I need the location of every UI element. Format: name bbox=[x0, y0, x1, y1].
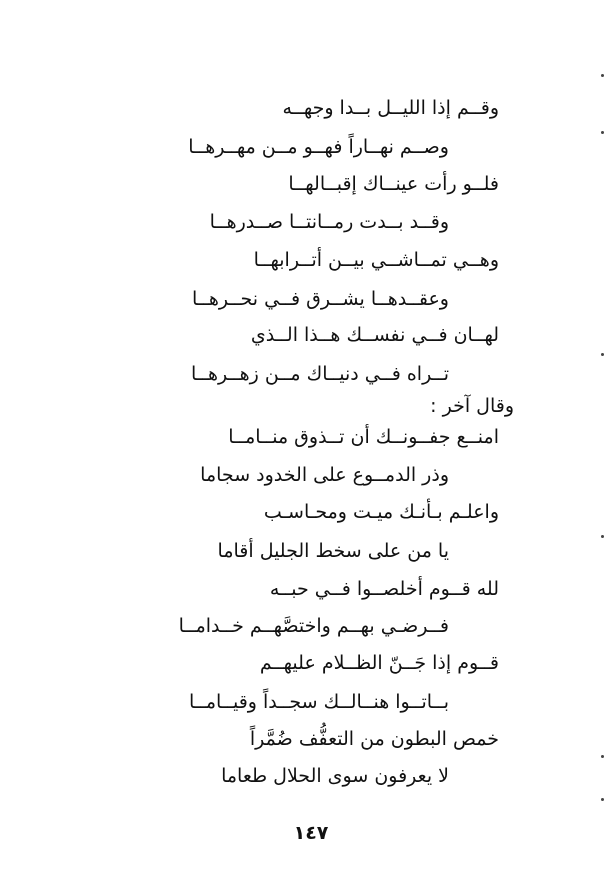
poem-line: وذر الدمــوع على الخدود سجاما bbox=[200, 464, 449, 486]
poem-line: فلــو رأت عينــاك إقبــالهــا bbox=[288, 173, 499, 195]
poem-line: تــراه فــي دنيــاك مــن زهــرهــا bbox=[191, 363, 449, 385]
poem-line: لا يعرفون سوى الحلال طعاما bbox=[221, 765, 449, 787]
poem-line: وعقــدهــا يشــرق فــي نحــرهــا bbox=[191, 288, 449, 310]
poem-line: وقــم إذا الليــل بــدا وجهــه bbox=[282, 97, 499, 119]
poem-line: وقــد بــدت رمــانتــا صــدرهــا bbox=[209, 211, 449, 233]
section-heading: وقال آخر : bbox=[430, 395, 514, 417]
poem-line: وهــي تمــاشــي بيــن أتــرابهــا bbox=[253, 249, 499, 271]
poem-line: امنــع جفــونــك أن تــذوق منــامــا bbox=[228, 426, 499, 448]
poem-line: وصــم نهــاراً فهــو مــن مهــرهــا bbox=[188, 136, 449, 158]
margin-mark bbox=[601, 74, 604, 77]
poem-line: فــرضـي بهــم واختصَّهــم خــدامــا bbox=[178, 615, 449, 637]
poem-line: قــوم إذا جَــنّ الظــلام عليهــم bbox=[259, 652, 499, 674]
poem-line: يا من على سخط الجليل أقاما bbox=[217, 540, 449, 562]
poem-line: لهــان فــي نفســك هــذا الــذي bbox=[250, 324, 499, 346]
poem-line: واعلـم بـأنـك ميـت ومحـاسـب bbox=[263, 501, 499, 523]
margin-mark bbox=[601, 353, 604, 356]
margin-mark bbox=[601, 798, 604, 801]
poem-line: خمص البطون من التعفُّف ضُمَّراً bbox=[249, 728, 499, 750]
poem-line: لله قــوم أخلصــوا فــي حبــه bbox=[269, 578, 499, 600]
page-number: ١٤٧ bbox=[293, 822, 329, 844]
poem-line: بــاتــوا هنــالــك سجــداً وقيــامــا bbox=[188, 691, 449, 713]
margin-mark bbox=[601, 755, 604, 758]
margin-mark bbox=[601, 535, 604, 538]
margin-mark bbox=[601, 131, 604, 134]
